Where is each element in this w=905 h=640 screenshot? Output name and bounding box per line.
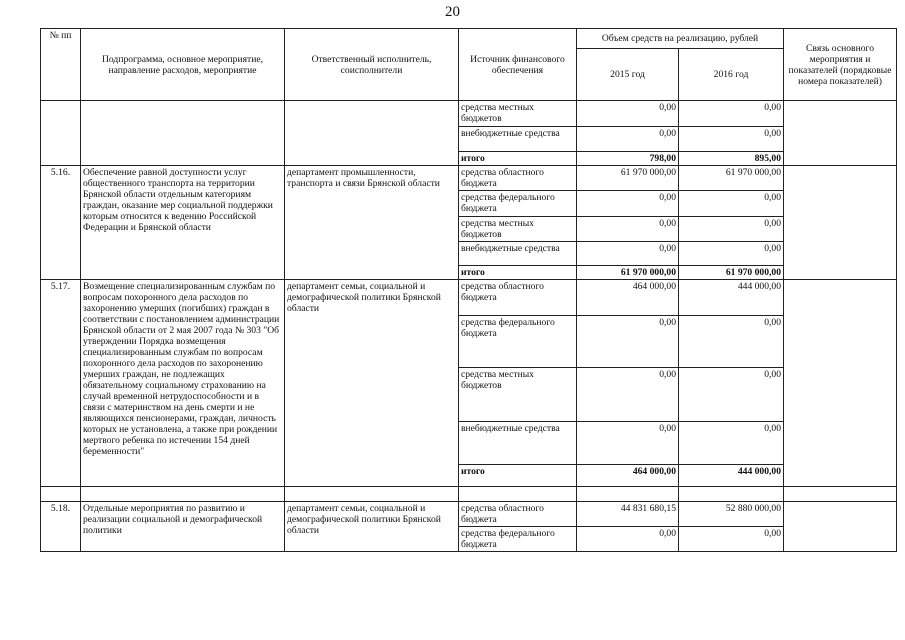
value-2016: 0,00 [679, 368, 784, 422]
value-2016: 895,00 [679, 152, 784, 166]
value-2015: 0,00 [577, 242, 679, 266]
header-program: Подпрограмма, основное мероприятие, направление расходов, мероприятие [81, 29, 285, 101]
item-number: 5.16. [41, 166, 81, 280]
table-row [41, 280, 897, 316]
source-cell: средства местных бюджетов [459, 368, 577, 422]
value-2016: 0,00 [679, 316, 784, 368]
source-cell: средства местных бюджетов [459, 217, 577, 242]
value-2016: 0,00 [679, 527, 784, 552]
value-2015: 0,00 [577, 368, 679, 422]
source-cell: средства областного бюджета [459, 166, 577, 191]
source-cell: средства областного бюджета [459, 280, 577, 316]
item-executor: департамент промышленности, транспорта и связи Брянской области [285, 166, 459, 280]
table-row [41, 101, 897, 127]
value-2015: 61 970 000,00 [577, 166, 679, 191]
source-cell: средства местных бюджетов [459, 101, 577, 127]
source-cell: итого [459, 266, 577, 280]
source-cell: итого [459, 465, 577, 487]
budget-table [40, 28, 897, 552]
value-2015: 0,00 [577, 191, 679, 217]
value-2016: 0,00 [679, 242, 784, 266]
item-number: 5.18. [41, 502, 81, 552]
source-cell: внебюджетные средства [459, 242, 577, 266]
value-2015: 0,00 [577, 127, 679, 152]
source-cell: внебюджетные средства [459, 127, 577, 152]
value-2015: 464 000,00 [577, 465, 679, 487]
item-program: Обеспечение равной доступности услуг общественного транспорта на территории Брянской области отдельным категориям граждан, оказание мер социальной поддержки которым относится к ведению Российской Федерации и Брянской области [81, 166, 285, 280]
value-2016: 0,00 [679, 191, 784, 217]
header-2015: 2015 год [577, 49, 679, 101]
source-cell: внебюджетные средства [459, 422, 577, 465]
source-cell: средства областного бюджета [459, 502, 577, 527]
value-2015: 0,00 [577, 101, 679, 127]
source-cell: итого [459, 152, 577, 166]
item-program: Возмещение специализированным службам по вопросам похоронного дела расходов по захоронению умерших (погибших) граждан в соответствии с постановлением администрации Брянской области от 2 мая 2007 года № 303 "Об утверждении Порядка возмещения специализированным службам по вопросам похоронного дела расходов по захоронению умерших граждан, не подлежащих обязательному социальному страхованию на случай временной нетрудоспособности и в связи с материнством на день смерти и не являющихся пенсионерами, граждан, личность которых не установлена, а также при рождении мертвого ребенка по истечении 154 дней беременности" [81, 280, 285, 487]
value-2016: 0,00 [679, 101, 784, 127]
source-cell: средства федерального бюджета [459, 191, 577, 217]
value-2015: 0,00 [577, 316, 679, 368]
source-cell: средства федерального бюджета [459, 316, 577, 368]
value-2016: 61 970 000,00 [679, 166, 784, 191]
value-2016: 444 000,00 [679, 280, 784, 316]
item-executor: департамент семьи, социальной и демографической политики Брянской области [285, 502, 459, 552]
value-2015: 61 970 000,00 [577, 266, 679, 280]
value-2015: 0,00 [577, 217, 679, 242]
table-row [41, 166, 897, 191]
item-program: Отдельные мероприятия по развитию и реализации социальной и демографической политики [81, 502, 285, 552]
value-2016: 0,00 [679, 422, 784, 465]
value-2015: 464 000,00 [577, 280, 679, 316]
value-2015: 798,00 [577, 152, 679, 166]
value-2016: 0,00 [679, 217, 784, 242]
header-link: Связь основного мероприятия и показателей (порядковые номера показателей) [784, 29, 897, 101]
value-2016: 444 000,00 [679, 465, 784, 487]
source-cell: средства федерального бюджета [459, 527, 577, 552]
page-number: 20 [445, 4, 460, 20]
item-executor: департамент семьи, социальной и демографической политики Брянской области [285, 280, 459, 487]
value-2016: 52 880 000,00 [679, 502, 784, 527]
header-2016: 2016 год [679, 49, 784, 101]
value-2015: 44 831 680,15 [577, 502, 679, 527]
item-number: 5.17. [41, 280, 81, 487]
value-2015: 0,00 [577, 527, 679, 552]
value-2016: 61 970 000,00 [679, 266, 784, 280]
value-2015: 0,00 [577, 422, 679, 465]
table-row [41, 487, 897, 502]
header-executor: Ответственный исполнитель, соисполнители [285, 29, 459, 101]
table-row [41, 502, 897, 527]
header-volume: Объем средств на реализацию, рублей [577, 29, 784, 49]
header-num: № пп [41, 29, 81, 101]
value-2016: 0,00 [679, 127, 784, 152]
header-source: Источник финансового обеспечения [459, 29, 577, 101]
